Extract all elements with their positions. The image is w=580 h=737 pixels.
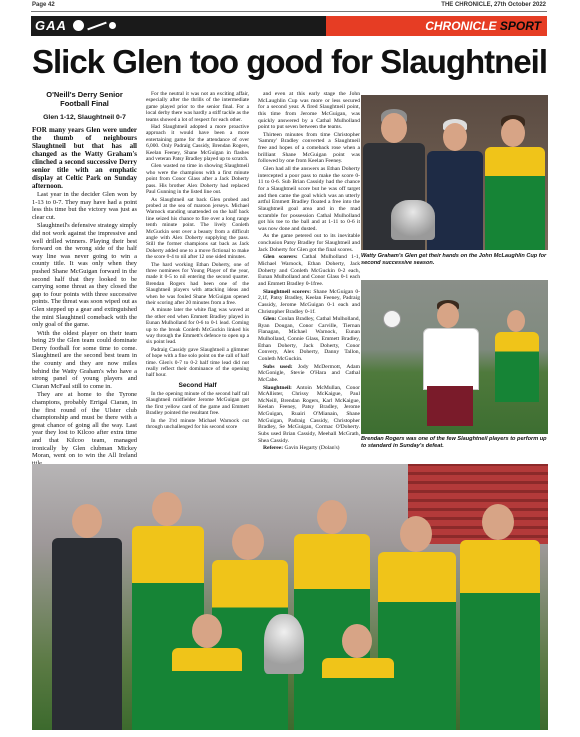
paragraph: The hard working Ethan Doherty, one of three nominees for Young Player of the year, made it 0-5 to nil entering the second quarter. Brendan Rogers had been one of the Slaughtneil players with attacking ideas and when he was fouled Shane McGuigan opened their scoring after 20 minutes from a free. [146, 261, 249, 306]
gaa-section-label: GAA [35, 18, 67, 33]
article-column-3 [258, 91, 360, 453]
paragraph: Thirteen minutes from time Christopher 'Sammy' Bradley converted a Slaughtneil free and hopes of a comeback rose when a brilliant Shane McGuigan point was followed by one from Keelan Feeney. [258, 131, 360, 165]
sport-label: SPORT [499, 19, 541, 33]
team-text: Conlan Bradley, Cathal Mulholland, Ryan Dougan, Conor Carville, Tiernan Flanagan, Michael Warnock, Eunan Mulholland, Connie Glass, Emmett Bradley, Ethan Doherty, Jack Doherty, Conor Convery, Alex Doherty, Danny Tallon, Conleth McGuckin. [258, 316, 360, 362]
paragraph: As Slaughtneil sat back Glen probed and probed at the sea of maroon jerseys. Michael Warnock standing unattended on the half back line seized his chance to fire over a long range tenth minute point. The lively Conleth McGuckin sent over a beauty from a difficult angle with Alex Doherty supplying the pass. Still the former champions sat back as Jack Doherty added one to a move fictional to make the score 0-4 to nil after 12 one sided minutes. [146, 196, 249, 261]
scorers-block [258, 254, 360, 287]
trophy-icon [391, 200, 435, 240]
paragraph: Padraig Cassidy gave Slaughtneil a glimmer of hope with a fine solo point on the call of half time. Glen's 0-7 to 0-2 half time lead did not really reflect their dominance of the opening half hour. [146, 346, 249, 379]
lead-paragraph: FOR many years Glen were under the thumb of neighbours Slaughtneil but that has all changed as the Watty Graham's clinched a second successive Derry senior title with an emphatic display at Celtic Park on Sunday afternoon. [32, 126, 137, 190]
headline: Slick Glen too good for Slaughtneil [32, 43, 548, 80]
paragraph: A minute later the white flag was waved at the other end when Emmett Bradley played in Eunan Mulholland for 0-6 to 0-1 lead. Coming up to the break Conleth McGuckin linked his way through the Emmett's defence to open up a six point lead. [146, 307, 249, 346]
paragraph: Slaughtneil's defensive strategy simply did not work against the impressive and well drilled winners. Playing their best forward on the wrong side of the half way line was never going to win a county title. It was only when they pushed Shane McGuigan forward in the second half that they looked to be carrying some threat as they closed the gap to four points with three successive points. The threat was soon wiped out as Glen stepped up a gear and extinguished the mini Slaughtneil comeback with the only goal of the game. [32, 222, 137, 329]
hurley-icon [87, 22, 106, 31]
photo-team-celebration [32, 464, 548, 730]
paragraph: Glen wasted no time in showing Slaughtneil who were the champions with a first minute point from Conor Glass after a Jack Doherty pass. His brother Alex Doherty had replaced Paul Gunning in the listed line out. [146, 163, 249, 196]
team-label: Glen: [263, 316, 277, 323]
photo-caption: Brendan Rogers was one of the few Slaughtneil players to perform up to standard in Sunday's defeat. [361, 436, 547, 449]
referee-block [258, 445, 360, 452]
photo-cup-presentation [361, 95, 548, 250]
score-line: Glen 1-12, Slaughtneil 0-7 [43, 114, 126, 121]
team-block [258, 316, 360, 362]
paragraph: For the neutral it was not an exciting affair, especially after the thrills of the intermediate game played prior to the senior final. For a local derby there was hardly a stiff tackle as the teams showed a lot of respect for each other. [146, 91, 249, 123]
top-rule [31, 11, 547, 12]
scorers-text: Cathal Mulholland 1-1, Michael Warnock, Ethan Doherty, Jack Doherty and Conleth McGuckin 0-2 each, Eunan Mulholland and Conor Glass 0-1 each and Emmett Bradley 0-1free. [258, 254, 361, 287]
subs-block [258, 364, 360, 384]
scorers-label: Glen scorers: [263, 254, 298, 261]
paragraph: With the oldest player on their team being 29 the Glen team could dominate Derry football for some time to come. Slaughtneil are the second best team in the county and they are now miles behind the Watty Graham's who have a strong panel of young players and Ciaran McFaul still to come in. [32, 329, 137, 390]
paragraph: Last year in the decider Glen won by 1-13 to 0-7. They may have had a point less this time but the victory was just as clear cut. [32, 191, 137, 221]
team-label: Slaughtneil: [263, 384, 292, 391]
scorers-block [258, 289, 360, 316]
referee-label: Referee: [263, 445, 284, 452]
subs-text: Jody McDermott, Adam McGonigle, Stevie O'Hara and Cathal McCabe. [258, 363, 360, 383]
paragraph: In the 3'rd minute Michael Warnock cut through unchallenged for his second score [146, 417, 249, 430]
chronicle-label: CHRONICLE [425, 19, 500, 33]
chronicle-sport-bar [326, 16, 547, 36]
masthead-date: THE CHRONICLE, 27th October 2022 [441, 2, 546, 8]
kicker: O'Neill's Derry Senior Football Final [46, 90, 123, 108]
paragraph: Glen had all the answers as Ethan Doherty intercepted a poor pass to make the score 0-11 to 0-6. Sub Brian Cassidy had the chance for a Slaughtneil score but he was off target and then came the goal which was an utterly artful Emmett Bradley floated a free into the Slaughtneil goal area and in the mad scramble for possession Cathal Mulholland got his toe to the ball and at 1-11 to 0-6 it was now done and dusted. [258, 166, 360, 232]
team-block [258, 385, 360, 445]
photo-caption: Watty Graham's Glen get their hands on the John McLaughlin Cup for second successive season. [361, 253, 547, 266]
photo-brendan-rogers [361, 280, 548, 434]
subs-label: Subs used: [263, 363, 293, 370]
paragraph: They are at home to the Tyrone champions, probably Errigal Ciaran, in the first round of the Ulster club championship and must be there with a great chance of going all the way. Last year they lost to Kilcoo after extra time and that Kilcoo team, managed ironically by Glen clubman Mickey Moran, went on to win the All Ireland [32, 391, 137, 460]
gaa-section-bar [31, 16, 326, 36]
football-icon [73, 20, 84, 31]
sliotar-icon [109, 22, 116, 29]
paragraph: and even at this early stage the John McLaughlin Cup was more or less secured for a second year. A fired Slaughtneil point, this time from Jerome McGuigan, was quickly answered by a Cathal Mulholland point to put seven between the teams. [258, 91, 360, 131]
football-ball [383, 310, 401, 328]
subhead-second-half: Second Half [178, 381, 217, 389]
scorers-text: Shane McGuigan 0-2,1f, Patsy Bradley, Keelan Feeney, Padraig Cassidy, Jerome McGuigan 0-1 each and Christopher Bradley 0-1f. [258, 288, 360, 315]
scorers-label: Slaughtneil scorers: [263, 288, 312, 295]
trophy-icon [264, 614, 304, 674]
chronicle-sport-label [425, 19, 541, 33]
team-text: Antoin McMullan, Conor McAllister, Chrissy McKaigue, Paul McNeill, Brendan Rogers, Karl McKaigue, Keelan Feeney, Patsy Bradley, Jerome McGuigan, Ruairi O'Mianain, Shane McGuigan, Padraig Cassidy, Christopher Bradley, Se McGuigan, Cormac O'Doherty. Subs used Brian Cassidy, Meehall McGrath, Shea Cassidy. [258, 384, 360, 444]
paragraph: Had Slaughtneil adopted a more proactive approach it would have been a more entertaining game for the attendance of over 6,000. Only Padraig Cassidy, Brendan Rogers, Keelan Feeney, Shane McGuigan in flashes and veteran Patsy Bradley played up to scratch. [146, 124, 249, 163]
paragraph: In the opening minute of the second half tall Slaughtneil midfielder Jerome McGuigan got the first yellow card of the game and Emmett Bradley pointed the resultant free. [146, 390, 249, 417]
article-column-2 [146, 91, 249, 431]
referee-text: Gavin Hegarty (Dolan's) [284, 445, 340, 452]
page-number: Page 42 [32, 2, 55, 8]
paragraph: As the game petered out to its inevitable conclusion Patsy Bradley for Slaughtneil and Jack Doherty for Glen got the final scores. [258, 233, 360, 253]
